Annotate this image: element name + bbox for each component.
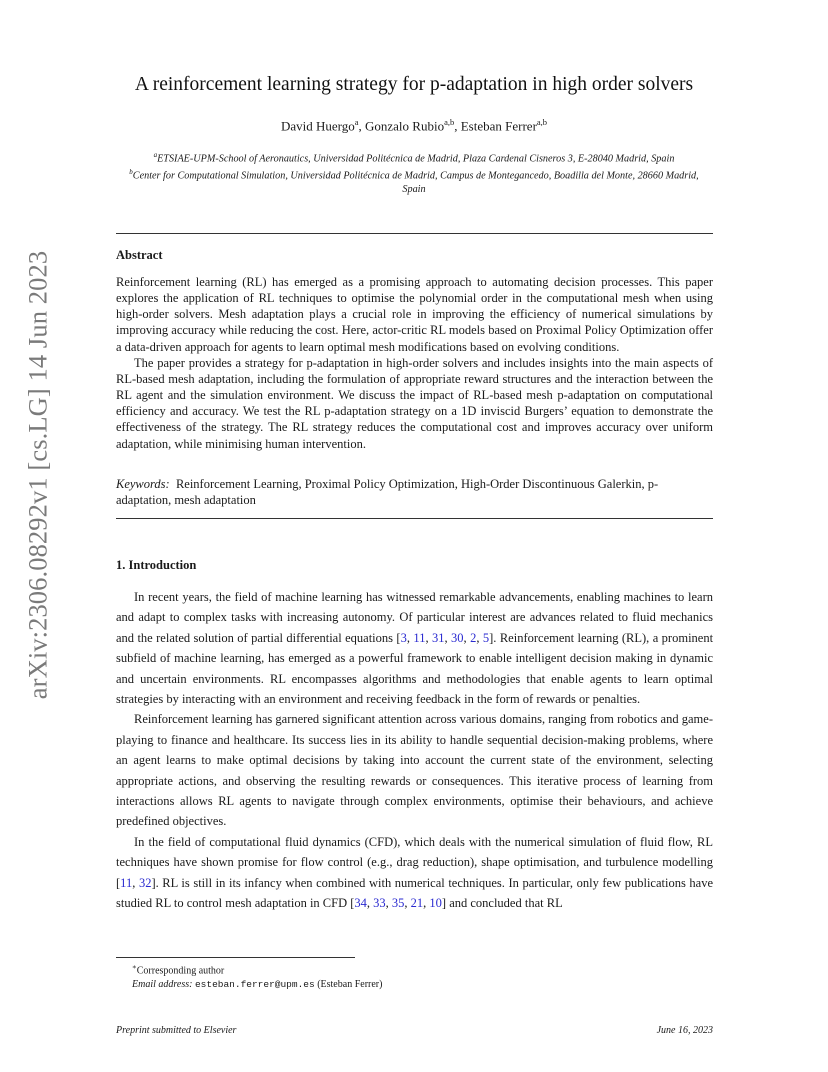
intro-text: , — [404, 896, 411, 911]
author-name: Esteban Ferrer — [460, 118, 537, 134]
citation-link[interactable]: 21 — [410, 896, 424, 911]
citation-link[interactable]: 11 — [120, 875, 133, 890]
affiliation-b — [118, 166, 710, 196]
intro-paragraph — [116, 709, 713, 831]
citation-link[interactable]: 35 — [391, 896, 405, 911]
citation-link[interactable]: 11 — [413, 630, 426, 645]
intro-body — [116, 587, 713, 914]
citation-link[interactable]: 31 — [432, 630, 445, 645]
abstract-heading: Abstract — [116, 248, 163, 262]
footnote-text: Corresponding author — [136, 965, 225, 977]
affiliation-text: Center for Computational Simulation, Universidad Politécnica de Madrid, Campus de Montegancedo, Boadilla del Monte, 28660 Madrid, Spain — [132, 170, 699, 195]
intro-text: , — [463, 630, 471, 645]
footnote-email — [132, 978, 382, 992]
citation-link[interactable]: 32 — [138, 875, 152, 890]
author-affil-mark: a,b — [444, 117, 455, 127]
author-name: David Huergo — [280, 118, 355, 134]
email-owner: (Esteban Ferrer) — [317, 978, 383, 990]
intro-paragraph — [116, 587, 713, 709]
footer-date: June 16, 2023 — [656, 1025, 713, 1036]
abstract-paragraph: Reinforcement learning (RL) has emerged as a promising approach to automating decision processes. This paper explores the application of RL techniques to optimise the polynomial order in the computational mesh when using high-order solvers. Mesh adaptation plays a crucial role in improving the efficiency of numerical simulations by improving accuracy while reducing the cost. Here, actor-critic RL models based on Proximal Policy Optimization offer a data-driven approach for agents to learn optimal mesh modifications based on evolving conditions. — [116, 275, 713, 354]
footnote-corresponding — [132, 961, 382, 978]
footnote-mark: ∗ — [132, 963, 137, 971]
intro-text: ] and concluded that RL — [441, 896, 563, 911]
abstract-paragraph: The paper provides a strategy for p-adaptation in high-order solvers and includes insights into the main aspects of RL-based mesh adaptation, including the formulation of appropriate reward structures and the interaction between the RL agent and the simulation environment. We discuss the impact of RL-based mesh p-adaptation on computational efficiency and accuracy. We test the RL p-adaptation strategy on a 1D inviscid Burgers’ equation to demonstrate the effectiveness of the strategy. The RL strategy reduces the computational cost and improves accuracy over uniform adaptation, while minimising human intervention. — [116, 355, 713, 451]
intro-text: , — [385, 896, 392, 911]
footnote — [132, 961, 382, 991]
citation-link[interactable]: 30 — [451, 630, 464, 645]
intro-text: , — [132, 875, 139, 890]
keywords-text: Reinforcement Learning, Proximal Policy Optimization, High-Order Discontinuous Galerkin, p-adaptation, mesh adaptation — [116, 477, 659, 508]
affiliation-mark: b — [129, 167, 133, 176]
arxiv-stamp — [18, 250, 58, 700]
author-name: Gonzalo Rubio — [365, 118, 445, 134]
footer-journal: Preprint submitted to Elsevier — [116, 1025, 237, 1036]
author-list — [100, 117, 728, 134]
affiliation-text: ETSIAE-UPM-School of Aeronautics, Universidad Politécnica de Madrid, Plaza Cardenal Cisneros 3, E-28040 Madrid, Spain — [157, 153, 675, 165]
citation-link[interactable]: 34 — [354, 896, 367, 911]
affiliations — [118, 149, 710, 196]
affiliation-a — [118, 149, 710, 166]
citation-link[interactable]: 33 — [373, 896, 386, 911]
intro-text: , — [476, 630, 483, 645]
section-heading: 1. Introduction — [116, 558, 197, 572]
intro-text: In the field of computational fluid dynamics (CFD), which deals with the numerical simulation of fluid flow, RL techniques have shown promise for flow control (e.g., drag reduction), shape optimisation, and turbulence modelling [ — [116, 834, 713, 890]
author-separator: , — [358, 118, 365, 134]
keywords — [116, 476, 713, 508]
author-separator: , — [454, 118, 461, 134]
citation-link[interactable]: 5 — [482, 630, 490, 645]
intro-paragraph — [116, 832, 713, 914]
intro-text: , — [406, 630, 414, 645]
intro-text: , — [425, 630, 432, 645]
email-link[interactable]: esteban.ferrer@upm.es — [194, 978, 315, 990]
author-affil-mark: a — [354, 117, 359, 127]
intro-text: Reinforcement learning has garnered significant attention across various domains, ranging from robotics and game-playing to finance and healthcare. Its success lies in its ability to handle sequential decision-making problems, where an agent learns to make optimal decisions by taking into account the current state of the environment, selecting appropriate actions, and observing the resulting rewards or consequences. This iterative process of learning from interactions allows RL agents to navigate through complex environments, optimise their behaviours, and achieve predefined objectives. — [116, 712, 713, 829]
email-label: Email address: — [132, 978, 193, 990]
intro-text: In recent years, the field of machine learning has witnessed remarkable advancements, enabling machines to learn and adapt to complex tasks with increasing autonomy. Of particular interest are advances related to fluid mechanics and the related solution of partial differential equations [ — [116, 590, 713, 645]
abstract-bottom-rule — [116, 518, 713, 519]
footnote-rule — [116, 957, 355, 958]
intro-text: ]. Reinforcement learning (RL), a prominent subfield of machine learning, has emerged as a powerful framework to enable intelligent decision making in dynamic and uncertain environments. RL encompasses algorithms and methodologies that enable agents to learn optimal strategies by interacting with an environment and receiving feedback in the form of rewards or penalties. — [116, 630, 714, 707]
affiliation-mark: a — [153, 151, 158, 159]
intro-text: , — [444, 630, 452, 645]
keywords-label: Keywords: — [116, 477, 170, 491]
citation-link[interactable]: 10 — [429, 896, 442, 911]
top-rule — [116, 233, 713, 234]
abstract-body — [116, 274, 713, 452]
paper-title: A reinforcement learning strategy for p-adaptation in high order solvers — [134, 74, 694, 95]
arxiv-stamp-text: arXiv:2306.08292v1 [cs.LG] 14 Jun 2023 — [22, 250, 53, 700]
intro-text: , — [366, 896, 374, 911]
intro-text: , — [423, 896, 430, 911]
author-affil-mark: a,b — [536, 117, 548, 127]
citation-link[interactable]: 3 — [400, 630, 407, 645]
citation-link[interactable]: 2 — [470, 630, 477, 645]
intro-text: ]. RL is still in its infancy when combined with numerical techniques. In particular, only few publications have studied RL to control mesh adaptation in CFD [ — [116, 875, 714, 911]
